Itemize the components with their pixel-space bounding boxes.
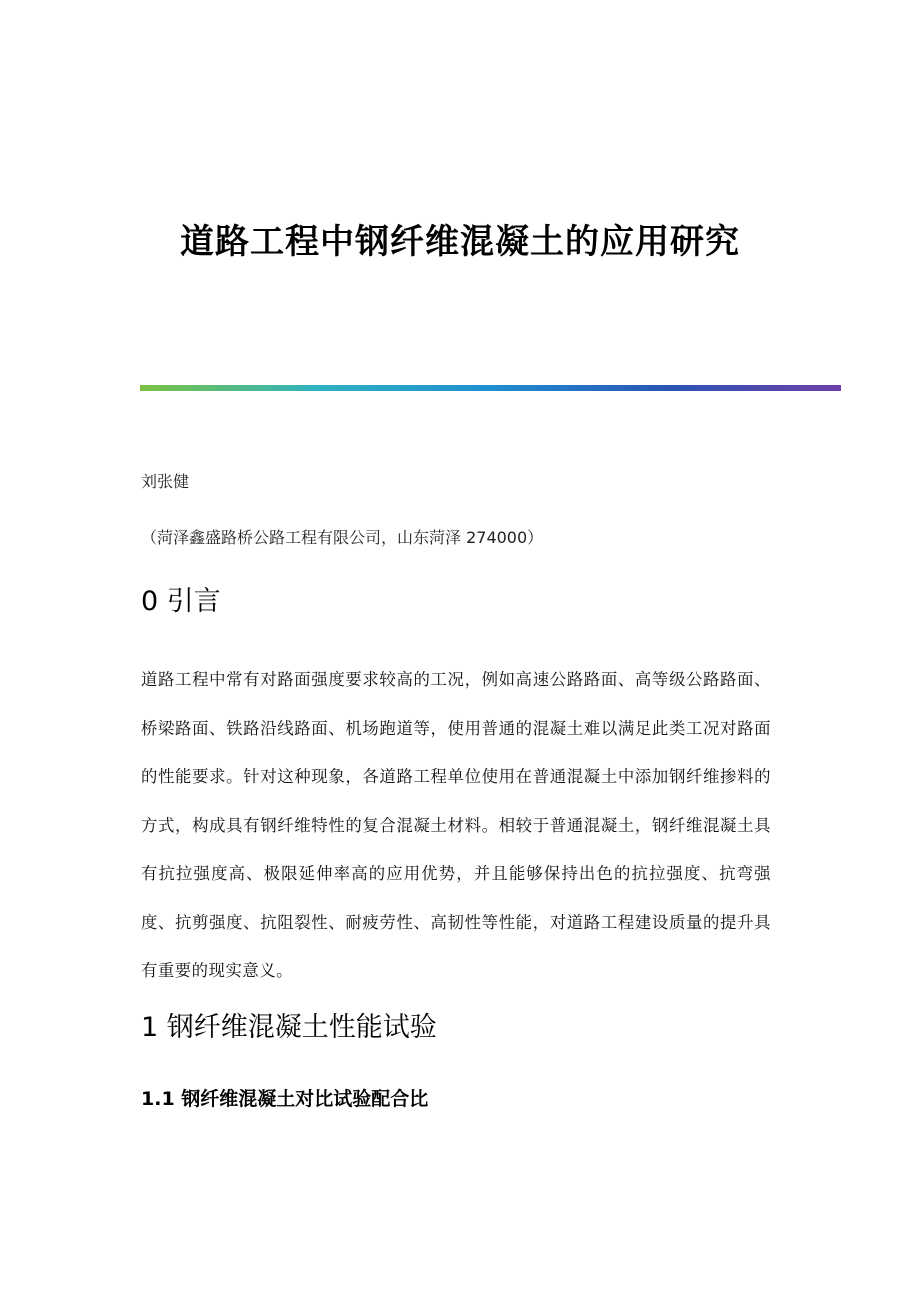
author-name: 刘张健: [141, 472, 190, 491]
section-heading-introduction: 0 引言: [141, 586, 221, 617]
subsection-heading-1-1: 1.1 钢纤维混凝土对比试验配合比: [141, 1088, 429, 1110]
introduction-paragraph: 道路工程中常有对路面强度要求较高的工况，例如高速公路路面、高等级公路路面、桥梁路面、铁路沿线路面、机场跑道等，使用普通的混凝土难以满足此类工况对路面的性能要求。针对这种现象，各道路工程单位使用在普通混凝土中添加钢纤维掺料的方式，构成具有钢纤维特性的复合混凝土材料。相较于普通混凝土，钢纤维混凝土具有抗拉强度高、极限延伸率高的应用优势，并且能够保持出色的抗拉强度、抗弯强度、抗剪强度、抗阻裂性、耐疲劳性、高韧性等性能，对道路工程建设质量的提升具有重要的现实意义。: [141, 670, 771, 980]
document-title: 道路工程中钢纤维混凝土的应用研究: [180, 222, 740, 262]
section-heading-1: 1 钢纤维混凝土性能试验: [141, 1012, 437, 1043]
author-affiliation: （菏泽鑫盛路桥公路工程有限公司，山东菏泽 274000）: [141, 528, 544, 547]
title-divider: [140, 385, 841, 391]
